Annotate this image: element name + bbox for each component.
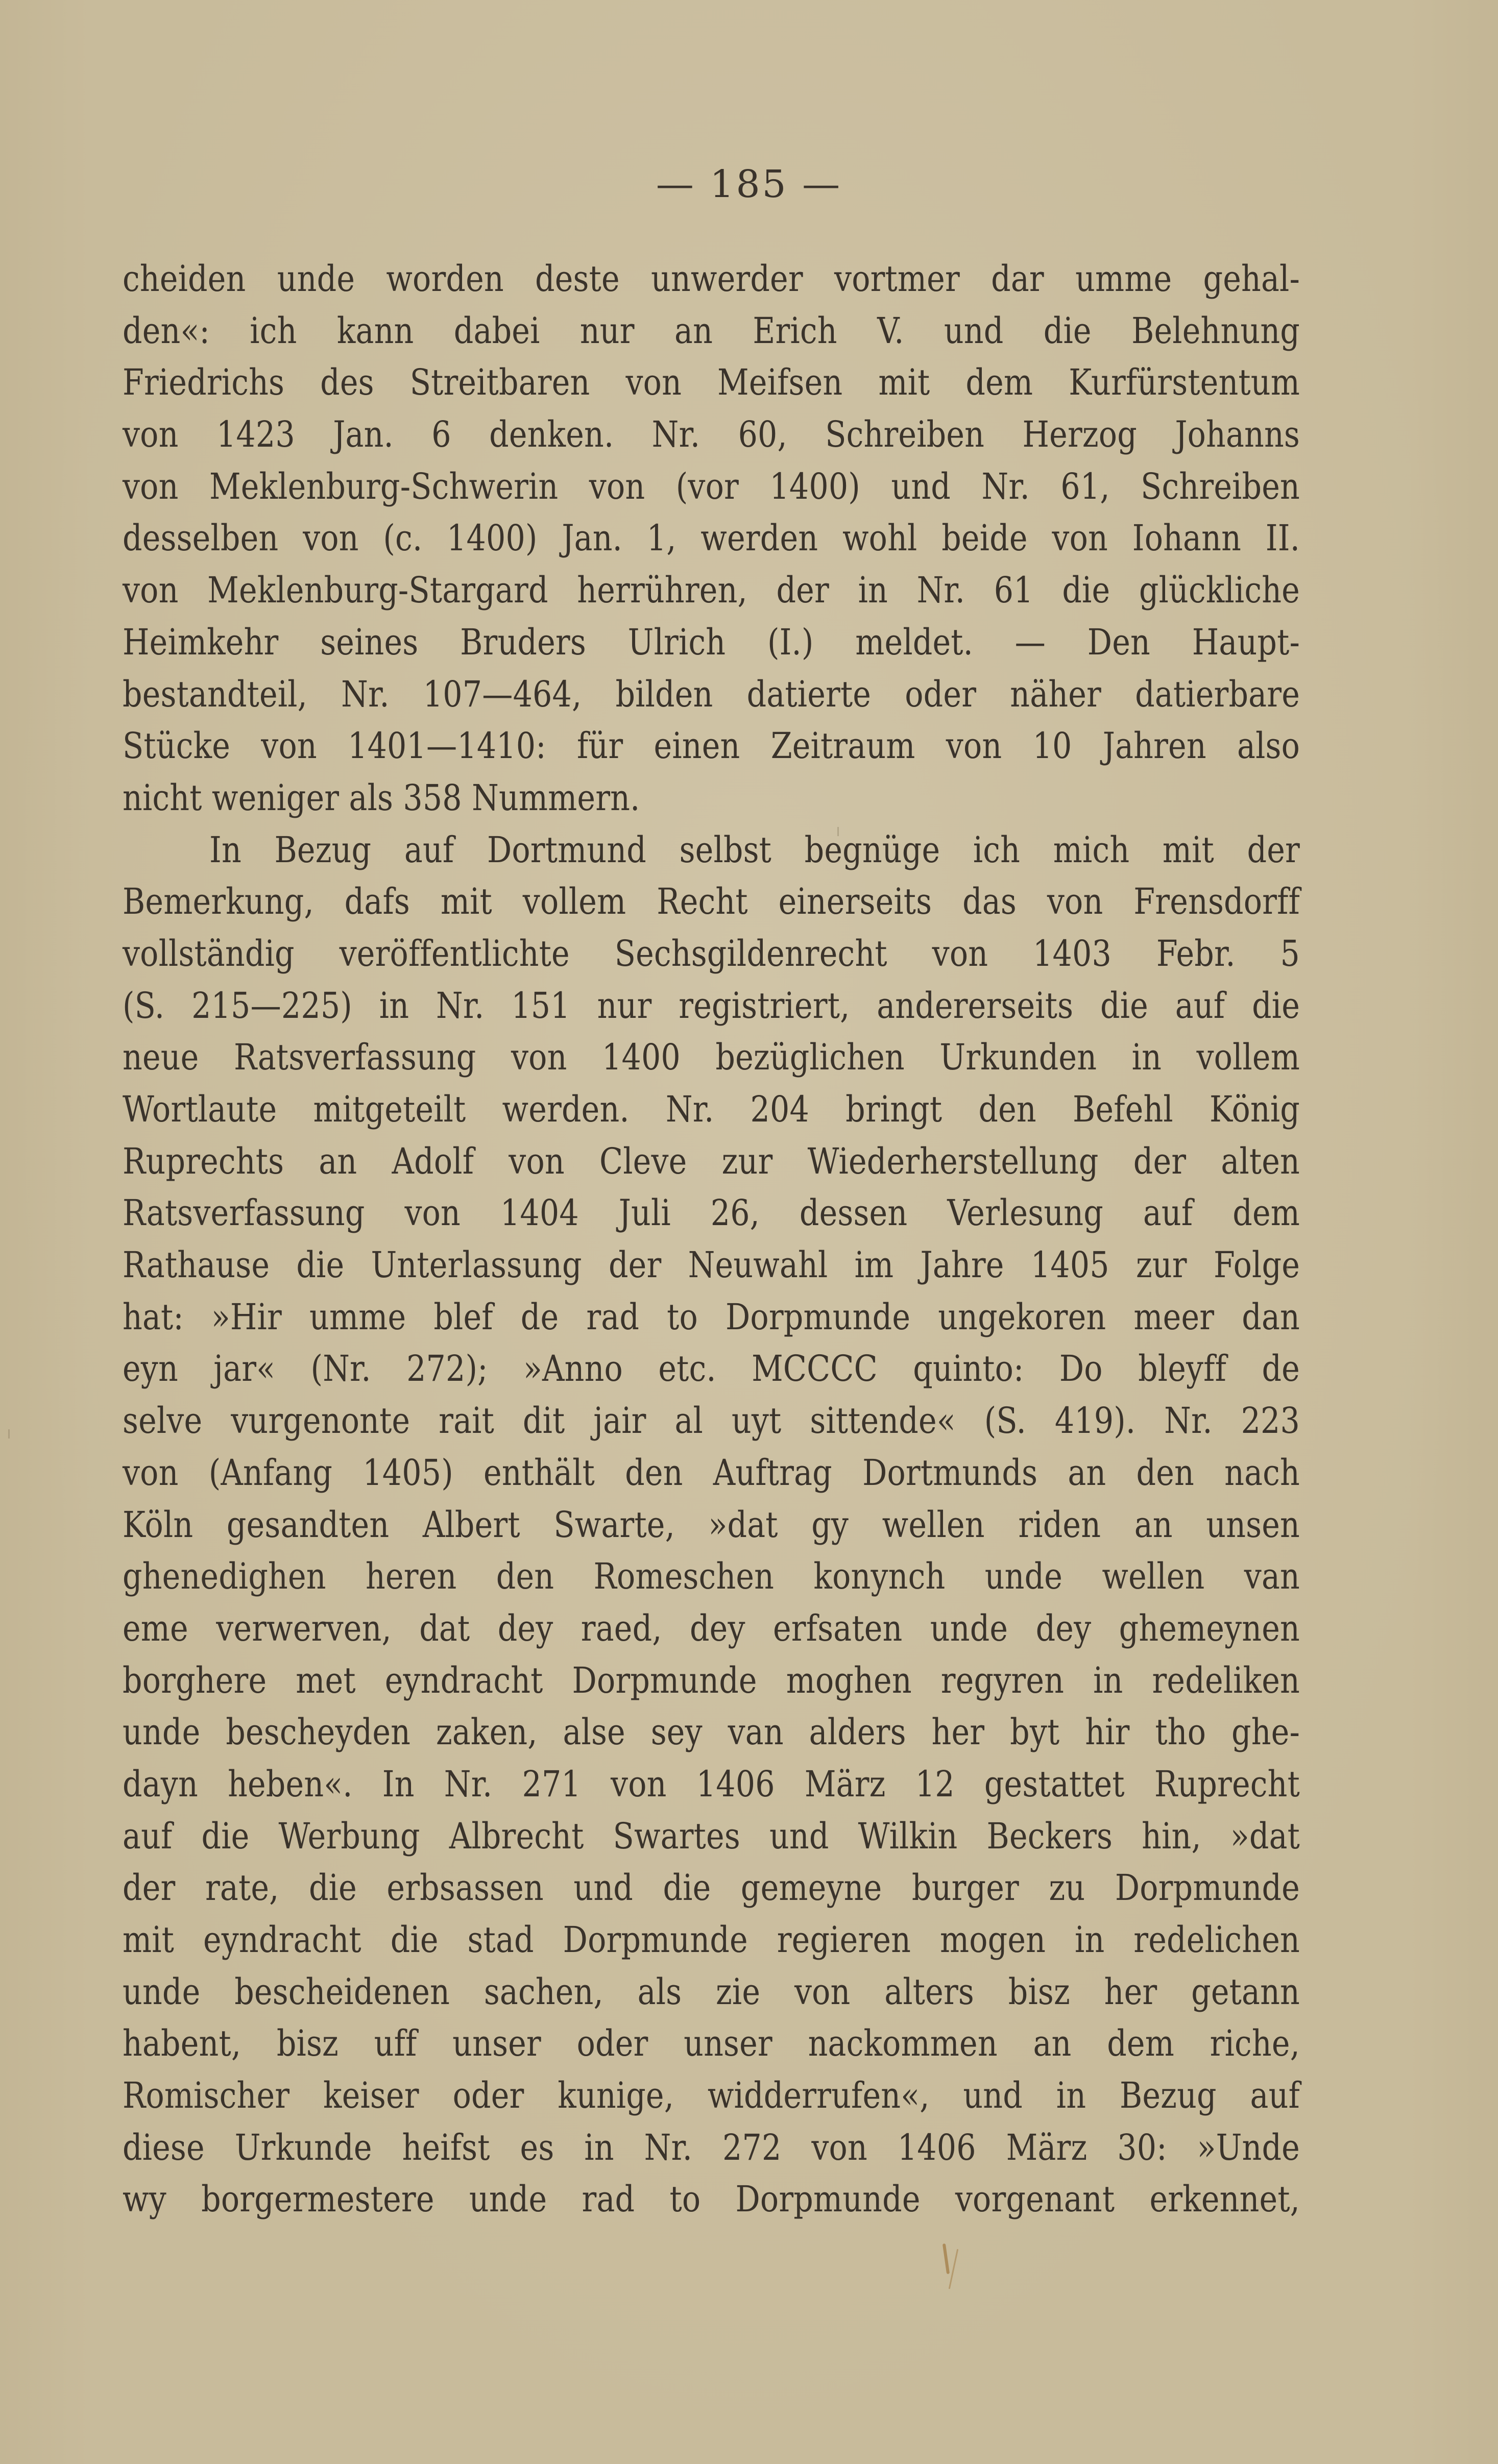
text-line: unde bescheyden zaken, alse sey van alders her byt hir tho ghe- [123, 1711, 1300, 1753]
paper-stain [949, 2249, 959, 2289]
paper-speck [837, 827, 839, 836]
text-line: Köln gesandten Albert Swarte, »dat gy wellen riden an unsen [123, 1503, 1300, 1546]
text-line: Rathause die Unterlassung der Neuwahl im Jahre 1405 zur Folge [123, 1244, 1300, 1286]
text-line: von Meklenburg-Schwerin von (vor 1400) und Nr. 61, Schreiben [123, 465, 1300, 507]
paper-stain [943, 2243, 950, 2274]
text-line: habent, bisz uff unser oder unser nackommen an dem riche, [123, 2022, 1300, 2065]
text-line: auf die Werbung Albrecht Swartes und Wilkin Beckers hin, »dat [123, 1815, 1300, 1857]
text-line: ghenedighen heren den Romeschen konynch unde wellen van [123, 1555, 1300, 1598]
text-line: von 1423 Jan. 6 denken. Nr. 60, Schreiben Herzog Johanns [123, 413, 1300, 456]
text-line: vollständig veröffentlichte Sechsgildenrecht von 1403 Febr. 5 [123, 932, 1300, 974]
text-line: diese Urkunde heifst es in Nr. 272 von 1406 März 30: »Unde [123, 2126, 1300, 2168]
text-line: mit eyndracht die stad Dorpmunde regieren mogen in redelichen [123, 1919, 1300, 1961]
text-line: neue Ratsverfassung von 1400 bezüglichen Urkunden in vollem [123, 1036, 1300, 1079]
text-line: borghere met eyndracht Dorpmunde moghen regyren in redeliken [123, 1659, 1300, 1701]
text-line: eme verwerven, dat dey raed, dey erfsaten unde dey ghemeynen [123, 1607, 1300, 1649]
text-line: desselben von (c. 1400) Jan. 1, werden wohl beide von Iohann II. [123, 517, 1300, 559]
text-line: Heimkehr seines Bruders Ulrich (I.) meldet. — Den Haupt- [123, 621, 1300, 663]
text-line: Wortlaute mitgeteilt werden. Nr. 204 bringt den Befehl König [123, 1088, 1300, 1130]
text-line: wy borgermestere unde rad to Dorpmunde vorgenant erkennet, [123, 2178, 1300, 2221]
text-line: Stücke von 1401—1410: für einen Zeitraum von 10 Jahren also [123, 725, 1300, 767]
paragraph-end-line: nicht weniger als 358 Nummern. [123, 776, 640, 819]
body-text [123, 253, 1300, 2226]
text-line: unde bescheidenen sachen, als zie von alters bisz her getann [123, 1970, 1300, 2013]
text-line: (S. 215—225) in Nr. 151 nur registriert, andererseits die auf die [123, 984, 1300, 1027]
text-line: selve vurgenonte rait dit jair al uyt sittende« (S. 419). Nr. 223 [123, 1400, 1300, 1442]
page-number: — 185 — [656, 162, 842, 206]
text-line: der rate, die erbsassen und die gemeyne burger zu Dorpmunde [123, 1867, 1300, 1909]
text-line: eyn jar« (Nr. 272); »Anno etc. MCCCC quinto: Do bleyff de [123, 1348, 1300, 1390]
text-line: Ruprechts an Adolf von Cleve zur Wiederherstellung der alten [123, 1140, 1300, 1182]
text-line: Ratsverfassung von 1404 Juli 26, dessen Verlesung auf dem [123, 1192, 1300, 1234]
text-line: Friedrichs des Streitbaren von Meifsen mit dem Kurfürstentum [123, 361, 1300, 404]
text-line: bestandteil, Nr. 107—464, bilden datierte oder näher datierbare [123, 673, 1300, 715]
paper-speck [8, 1429, 10, 1438]
text-line: hat: »Hir umme blef de rad to Dorpmunde ungekoren meer dan [123, 1296, 1300, 1338]
paper-speck [1287, 1266, 1288, 1271]
text-line: den«: ich kann dabei nur an Erich V. und die Belehnung [123, 309, 1300, 352]
text-line: cheiden unde worden deste unwerder vortmer dar umme gehal- [123, 258, 1300, 300]
text-line: dayn heben«. In Nr. 271 von 1406 März 12 gestattet Ruprecht [123, 1763, 1300, 1805]
text-line: Romischer keiser oder kunige, widderrufen«, und in Bezug auf [123, 2075, 1300, 2117]
text-line: von (Anfang 1405) enthält den Auftrag Dortmunds an den nach [123, 1451, 1300, 1494]
text-line: Bemerkung, dafs mit vollem Recht einerseits das von Frensdorff [123, 881, 1300, 923]
paragraph-start-line: In Bezug auf Dortmund selbst begnüge ich mich mit der [209, 828, 1300, 871]
text-line: von Meklenburg-Stargard herrühren, der in Nr. 61 die glückliche [123, 569, 1300, 612]
